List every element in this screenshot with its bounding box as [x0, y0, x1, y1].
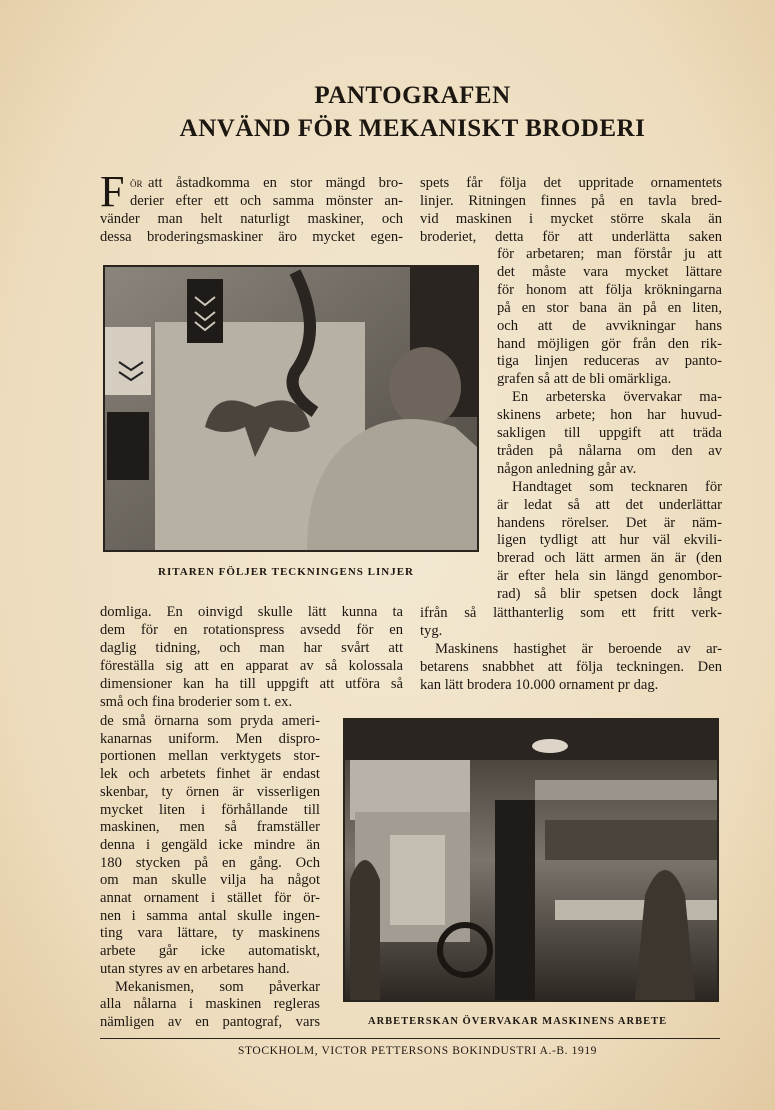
first-word: ör — [130, 175, 143, 190]
text-line: rad) så blir spetsen dock långt — [497, 586, 722, 603]
text-line: kan lätt brodera 10.000 ornament pr dag. — [420, 676, 659, 693]
text-line: daglig tidning, och man har svårt att — [100, 639, 403, 656]
text-line: sakligen till uppgift att träda — [497, 425, 722, 441]
text-line: hand möjligen gör från den rik- — [497, 335, 722, 352]
text-line: ting vara lättare, ty maskinens — [100, 925, 320, 942]
photo-draftsman — [103, 265, 479, 552]
text-line: de små örnarna som pryda ameri- — [100, 713, 320, 729]
text-line: mycket liten i förhållande till — [100, 801, 320, 818]
text-line: någon anledning går av. — [497, 460, 637, 477]
text-line: dimensioner kan ha till uppgift att utföra så — [100, 675, 403, 692]
text-line: alla nålarna i maskinen regleras — [100, 996, 320, 1013]
text-line: skenbar, ty örnen är visserligen — [100, 783, 320, 800]
text-line: betarens snabbhet att följa teckningen. Den — [420, 658, 722, 675]
text-line: En arbeterska övervakar ma- — [512, 389, 722, 406]
text-line: för honom att följa krökningarna — [497, 281, 722, 298]
title-line-1: PANTOGRAFEN — [314, 82, 511, 109]
text-line: vid maskinen i mycket större skala än — [420, 210, 722, 227]
text-line: ligen tydligt att hur väl ekvili- — [497, 532, 722, 549]
text-line: för arbetaren; man förstår ju att — [497, 246, 722, 262]
text-line: Handtaget som tecknaren för — [512, 478, 722, 495]
text-line: spets får följa det uppritade ornamentets — [420, 175, 722, 191]
text-line: kanarnas uniform. Men dispro- — [100, 730, 320, 747]
text-line: linjer. Ritningen finnes på en tavla bred- — [420, 192, 722, 209]
footer-imprint: STOCKHOLM, VICTOR PETTERSONS BOKINDUSTRI A.-B. 1919 — [238, 1045, 598, 1057]
text-line: små och fina broderier som t. ex. — [100, 693, 293, 710]
text-line: nämligen av en pantograf, vars — [100, 1013, 320, 1030]
text-line: dessa broderingsmaskiner äro mycket egen- — [100, 228, 403, 245]
text-line: nen i samma antal skulle ingen- — [100, 907, 320, 924]
text-line: Maskinens hastighet är beroende av ar- — [435, 640, 722, 657]
text-line: tyg. — [420, 622, 443, 639]
text-line: föreställa sig att en apparat av så kolossala — [100, 657, 403, 674]
text-line: är ledat så att det underlättar — [497, 496, 722, 513]
text-line: grafen så att de bli omärkliga. — [497, 371, 672, 388]
photo-machine-operator — [343, 718, 719, 1002]
text-line: portionen mellan verktygets stor- — [100, 748, 320, 765]
text-line: maskinen, men så framställer — [100, 819, 320, 836]
text-line: broderiet, detta för att underlätta saken — [420, 228, 722, 245]
text-line: att åstadkomma en stor mängd bro- — [148, 175, 403, 191]
text-line: utan styres av en arbetares hand. — [100, 960, 290, 977]
text-line: tråden på nålarna om den av — [497, 442, 722, 459]
text-line: på en stor bana än på en liten, — [497, 299, 722, 316]
text-line: vänder man helt naturligt maskiner, och — [100, 210, 403, 227]
text-line: är efter hela sin längd genombor- — [497, 568, 722, 585]
text-line: arbete går icke automatiskt, — [100, 943, 320, 960]
text-line: Mekanismen, som påverkar — [115, 978, 320, 995]
text-line: 180 stycken på en gång. Och — [100, 854, 320, 871]
text-line: lek och arbetets finhet är endast — [100, 766, 320, 783]
drop-cap: F — [100, 167, 125, 216]
caption-photo-2: ARBETERSKAN ÖVERVAKAR MASKINENS ARBETE — [368, 1016, 668, 1027]
text-line: handens rörelser. Det är näm- — [497, 514, 722, 531]
title-line-2: ANVÄND FÖR MEKANISKT BRODERI — [179, 115, 646, 142]
text-line: skinens arbete; hon har huvud- — [497, 407, 722, 424]
text-line: annat ornament i stället för ör- — [100, 890, 320, 906]
caption-photo-1: RITAREN FÖLJER TECKNINGENS LINJER — [158, 566, 414, 578]
text-line: brerad och lätt armen än är (den — [497, 550, 722, 567]
text-line: ifrån så lätthanterlig som ett fritt verk- — [420, 605, 722, 621]
text-line: domliga. En oinvigd skulle lätt kunna ta — [100, 604, 403, 620]
text-line: denna i gengäld icke mindre än — [100, 836, 320, 853]
text-line: tiga linjen reduceras av panto- — [497, 353, 722, 370]
footer-rule — [100, 1038, 720, 1039]
text-line: det måste vara mycket lättare — [497, 263, 722, 280]
text-line: derier efter ett och samma mönster an- — [130, 192, 403, 209]
text-line: om man skulle vilja ha något — [100, 872, 320, 889]
text-line: och att de avvikningar hans — [497, 317, 722, 334]
text-line: dem för en rotationspress avsedd för en — [100, 621, 403, 638]
